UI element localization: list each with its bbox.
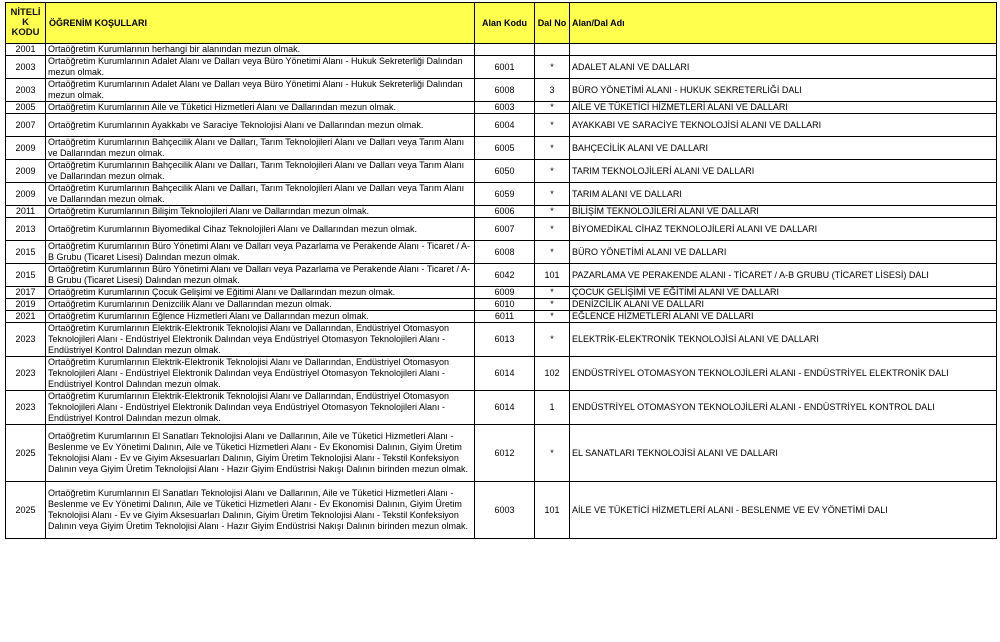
table-row — [6, 391, 997, 425]
alan-dal-adi-cell: EĞLENCE HİZMETLERİ ALANI VE DALLARI — [570, 311, 997, 323]
table-row — [6, 114, 997, 137]
alan-kodu-cell: 6009 — [475, 287, 535, 299]
alan-dal-adi-cell: BİYOMEDİKAL CİHAZ TEKNOLOJİLERİ ALANI VE DALLARI — [570, 218, 997, 241]
nitelik-kodu-cell: 2007 — [6, 114, 46, 137]
ogrenim-kosulu-cell: Ortaöğretim Kurumlarının Adalet Alanı ve Dalları veya Büro Yönetimi Alanı - Hukuk Sekreterliği Dalından mezun olmak. — [46, 79, 475, 102]
table-row — [6, 299, 997, 311]
table-row — [6, 482, 997, 539]
alan-dal-adi-cell: BAHÇECİLİK ALANI VE DALLARI — [570, 137, 997, 160]
ogrenim-kosulu-cell: Ortaöğretim Kurumlarının Bahçecilik Alanı ve Dalları, Tarım Teknolojileri Alanı ve Dalları veya Tarım Alanı ve Dallarından mezun olmak. — [46, 183, 475, 206]
ogrenim-kosulu-cell: Ortaöğretim Kurumlarının herhangi bir alanından mezun olmak. — [46, 44, 475, 56]
nitelik-kodu-cell: 2021 — [6, 311, 46, 323]
nitelik-kodu-cell: 2009 — [6, 160, 46, 183]
table-row — [6, 183, 997, 206]
alan-dal-adi-cell: AYAKKABI VE SARACİYE TEKNOLOJİSİ ALANI VE DALLARI — [570, 114, 997, 137]
table-row — [6, 206, 997, 218]
nitelik-kodu-cell: 2017 — [6, 287, 46, 299]
table-row — [6, 102, 997, 114]
nitelik-kodu-cell: 2015 — [6, 241, 46, 264]
header-alan-dal-adi: Alan/Dal Adı — [570, 3, 997, 44]
table-row — [6, 137, 997, 160]
nitelik-kodu-cell: 2003 — [6, 56, 46, 79]
ogrenim-kosulu-cell: Ortaöğretim Kurumlarının Eğlence Hizmetleri Alanı ve Dallarından mezun olmak. — [46, 311, 475, 323]
alan-kodu-cell: 6005 — [475, 137, 535, 160]
alan-kodu-cell: 6042 — [475, 264, 535, 287]
alan-dal-adi-cell: DENİZCİLİK ALANI VE DALLARI — [570, 299, 997, 311]
dal-no-cell: * — [535, 114, 570, 137]
dal-no-cell: * — [535, 206, 570, 218]
ogrenim-kosulu-cell: Ortaöğretim Kurumlarının Bilişim Teknolojileri Alanı ve Dallarından mezun olmak. — [46, 206, 475, 218]
nitelik-kodu-cell: 2001 — [6, 44, 46, 56]
alan-kodu-cell: 6013 — [475, 323, 535, 357]
nitelik-kodu-cell: 2025 — [6, 482, 46, 539]
table-body — [6, 44, 997, 539]
alan-kodu-cell: 6010 — [475, 299, 535, 311]
alan-kodu-cell: 6059 — [475, 183, 535, 206]
nitelik-kodu-cell: 2023 — [6, 391, 46, 425]
table-row — [6, 357, 997, 391]
header-row — [6, 3, 997, 44]
alan-kodu-cell: 6004 — [475, 114, 535, 137]
table-row — [6, 425, 997, 482]
ogrenim-kosulu-cell: Ortaöğretim Kurumlarının Denizcilik Alanı ve Dallarından mezun olmak. — [46, 299, 475, 311]
alan-dal-adi-cell: BİLİŞİM TEKNOLOJİLERİ ALANI VE DALLARI — [570, 206, 997, 218]
alan-kodu-cell: 6006 — [475, 206, 535, 218]
table-row — [6, 44, 997, 56]
alan-kodu-cell: 6008 — [475, 79, 535, 102]
alan-dal-adi-cell: ADALET ALANI VE DALLARI — [570, 56, 997, 79]
alan-kodu-cell: 6007 — [475, 218, 535, 241]
table-row — [6, 218, 997, 241]
header-ogrenim-kosullari: ÖĞRENİM KOŞULLARI — [46, 3, 475, 44]
ogrenim-kosulu-cell: Ortaöğretim Kurumlarının Çocuk Gelişimi ve Eğitimi Alanı ve Dallarından mezun olmak. — [46, 287, 475, 299]
nitelik-kodu-cell: 2013 — [6, 218, 46, 241]
alan-dal-adi-cell: AİLE VE TÜKETİCİ HİZMETLERİ ALANI - BESLENME VE EV YÖNETİMİ DALI — [570, 482, 997, 539]
alan-kodu-cell — [475, 44, 535, 56]
ogrenim-kosulu-cell: Ortaöğretim Kurumlarının Elektrik-Elektronik Teknolojisi Alanı ve Dallarından, Endüstriyel Otomasyon Teknolojileri Alanı - Endüstriyel Elektronik Dalından veya Endüstriyel Otomasyon Teknolojileri Alanı - Endüstriyel Kontrol Dalından mezun olmak. — [46, 357, 475, 391]
alan-dal-adi-cell: BÜRO YÖNETİMİ ALANI - HUKUK SEKRETERLİĞİ DALI — [570, 79, 997, 102]
ogrenim-kosulu-cell: Ortaöğretim Kurumlarının Biyomedikal Cihaz Teknolojileri Alanı ve Dallarından mezun olmak. — [46, 218, 475, 241]
alan-dal-adi-cell: ENDÜSTRİYEL OTOMASYON TEKNOLOJİLERİ ALANI - ENDÜSTRİYEL KONTROL DALI — [570, 391, 997, 425]
alan-kodu-cell: 6012 — [475, 425, 535, 482]
alan-dal-adi-cell: ELEKTRİK-ELEKTRONİK TEKNOLOJİSİ ALANI VE DALLARI — [570, 323, 997, 357]
alan-kodu-cell: 6011 — [475, 311, 535, 323]
alan-dal-adi-cell: TARIM ALANI VE DALLARI — [570, 183, 997, 206]
dal-no-cell: * — [535, 299, 570, 311]
dal-no-cell: * — [535, 56, 570, 79]
alan-dal-adi-cell: TARIM TEKNOLOJİLERİ ALANI VE DALLARI — [570, 160, 997, 183]
nitelik-kodu-cell: 2025 — [6, 425, 46, 482]
alan-dal-adi-cell: EL SANATLARI TEKNOLOJİSİ ALANI VE DALLARI — [570, 425, 997, 482]
alan-kodu-cell: 6050 — [475, 160, 535, 183]
qualification-table — [5, 2, 997, 539]
dal-no-cell: * — [535, 137, 570, 160]
alan-kodu-cell: 6014 — [475, 357, 535, 391]
nitelik-kodu-cell: 2009 — [6, 183, 46, 206]
ogrenim-kosulu-cell: Ortaöğretim Kurumlarının Büro Yönetimi Alanı ve Dalları veya Pazarlama ve Perakende Alanı - Ticaret / A-B Grubu (Ticaret Lisesi) Dalından mezun olmak. — [46, 264, 475, 287]
alan-dal-adi-cell: ENDÜSTRİYEL OTOMASYON TEKNOLOJİLERİ ALANI - ENDÜSTRİYEL ELEKTRONİK DALI — [570, 357, 997, 391]
ogrenim-kosulu-cell: Ortaöğretim Kurumlarının Elektrik-Elektronik Teknolojisi Alanı ve Dallarından, Endüstriyel Otomasyon Teknolojileri Alanı - Endüstriyel Elektronik Dalından veya Endüstriyel Otomasyon Teknolojileri Alanı - Endüstriyel Kontrol Dalından mezun olmak. — [46, 323, 475, 357]
table-row — [6, 241, 997, 264]
alan-kodu-cell: 6001 — [475, 56, 535, 79]
alan-dal-adi-cell: ÇOCUK GELİŞİMİ VE EĞİTİMİ ALANI VE DALLARI — [570, 287, 997, 299]
alan-kodu-cell: 6014 — [475, 391, 535, 425]
dal-no-cell: 101 — [535, 482, 570, 539]
ogrenim-kosulu-cell: Ortaöğretim Kurumlarının Ayakkabı ve Saraciye Teknolojisi Alanı ve Dallarından mezun olmak. — [46, 114, 475, 137]
alan-kodu-cell: 6003 — [475, 482, 535, 539]
table-row — [6, 323, 997, 357]
nitelik-kodu-cell: 2023 — [6, 357, 46, 391]
alan-kodu-cell: 6008 — [475, 241, 535, 264]
ogrenim-kosulu-cell: Ortaöğretim Kurumlarının Adalet Alanı ve Dalları veya Büro Yönetimi Alanı - Hukuk Sekreterliği Dalından mezun olmak. — [46, 56, 475, 79]
dal-no-cell: * — [535, 323, 570, 357]
dal-no-cell: 3 — [535, 79, 570, 102]
dal-no-cell: * — [535, 287, 570, 299]
ogrenim-kosulu-cell: Ortaöğretim Kurumlarının El Sanatları Teknolojisi Alanı ve Dallarının, Aile ve Tüketici Hizmetleri Alanı - Beslenme ve Ev Yönetimi Dalının, Aile ve Tüketici Hizmetleri Alanı - Ev Ekonomisi Dalının, Giyim Üretim Teknolojisi Alanı - Ev ve Giyim Aksesuarları Dalının, Giyim Üretim Teknolojisi Alanı - Tekstil Konfeksiyon Dalının veya Giyim Üretim Teknolojisi Alanı - Hazır Giyim Endüstrisi Nakışı Dalının birinden mezun olmak. — [46, 482, 475, 539]
ogrenim-kosulu-cell: Ortaöğretim Kurumlarının Büro Yönetimi Alanı ve Dalları veya Pazarlama ve Perakende Alanı - Ticaret / A-B Grubu (Ticaret Lisesi) Dalından mezun olmak. — [46, 241, 475, 264]
table-row — [6, 160, 997, 183]
nitelik-kodu-cell: 2023 — [6, 323, 46, 357]
dal-no-cell: * — [535, 218, 570, 241]
header-nitelik-kodu: NİTELİ K KODU — [6, 3, 46, 44]
ogrenim-kosulu-cell: Ortaöğretim Kurumlarının Bahçecilik Alanı ve Dalları, Tarım Teknolojileri Alanı ve Dalları veya Tarım Alanı ve Dallarından mezun olmak. — [46, 137, 475, 160]
alan-dal-adi-cell: AİLE VE TÜKETİCİ HİZMETLERİ ALANI VE DALLARI — [570, 102, 997, 114]
ogrenim-kosulu-cell: Ortaöğretim Kurumlarının El Sanatları Teknolojisi Alanı ve Dallarının, Aile ve Tüketici Hizmetleri Alanı - Beslenme ve Ev Yönetimi Dalının, Aile ve Tüketici Hizmetleri Alanı - Ev Ekonomisi Dalının, Giyim Üretim Teknolojisi Alanı - Ev ve Giyim Aksesuarları Dalının, Giyim Üretim Teknolojisi Alanı - Tekstil Konfeksiyon Dalının veya Giyim Üretim Teknolojisi Alanı - Hazır Giyim Endüstrisi Nakışı Dalının birinden mezun olmak. — [46, 425, 475, 482]
dal-no-cell: 101 — [535, 264, 570, 287]
dal-no-cell: 102 — [535, 357, 570, 391]
table-row — [6, 311, 997, 323]
dal-no-cell: 1 — [535, 391, 570, 425]
dal-no-cell: * — [535, 183, 570, 206]
dal-no-cell: * — [535, 425, 570, 482]
table-row — [6, 287, 997, 299]
table-row — [6, 264, 997, 287]
alan-dal-adi-cell — [570, 44, 997, 56]
header-alan-kodu: Alan Kodu — [475, 3, 535, 44]
table-row — [6, 79, 997, 102]
header-dal-no: Dal No — [535, 3, 570, 44]
alan-dal-adi-cell: BÜRO YÖNETİMİ ALANI VE DALLARI — [570, 241, 997, 264]
ogrenim-kosulu-cell: Ortaöğretim Kurumlarının Elektrik-Elektronik Teknolojisi Alanı ve Dallarından, Endüstriyel Otomasyon Teknolojileri Alanı - Endüstriyel Elektronik Dalından veya Endüstriyel Otomasyon Teknolojileri Alanı - Endüstriyel Kontrol Dalından mezun olmak. — [46, 391, 475, 425]
nitelik-kodu-cell: 2009 — [6, 137, 46, 160]
nitelik-kodu-cell: 2019 — [6, 299, 46, 311]
alan-kodu-cell: 6003 — [475, 102, 535, 114]
nitelik-kodu-cell: 2005 — [6, 102, 46, 114]
dal-no-cell: * — [535, 102, 570, 114]
nitelik-kodu-cell: 2015 — [6, 264, 46, 287]
dal-no-cell: * — [535, 311, 570, 323]
dal-no-cell — [535, 44, 570, 56]
table-row — [6, 56, 997, 79]
dal-no-cell: * — [535, 241, 570, 264]
ogrenim-kosulu-cell: Ortaöğretim Kurumlarının Bahçecilik Alanı ve Dalları, Tarım Teknolojileri Alanı ve Dalları veya Tarım Alanı ve Dallarından mezun olmak. — [46, 160, 475, 183]
dal-no-cell: * — [535, 160, 570, 183]
alan-dal-adi-cell: PAZARLAMA VE PERAKENDE ALANI - TİCARET / A-B GRUBU (TİCARET LİSESİ) DALI — [570, 264, 997, 287]
ogrenim-kosulu-cell: Ortaöğretim Kurumlarının Aile ve Tüketici Hizmetleri Alanı ve Dallarından mezun olmak. — [46, 102, 475, 114]
nitelik-kodu-cell: 2011 — [6, 206, 46, 218]
nitelik-kodu-cell: 2003 — [6, 79, 46, 102]
table-wrapper — [5, 2, 997, 539]
